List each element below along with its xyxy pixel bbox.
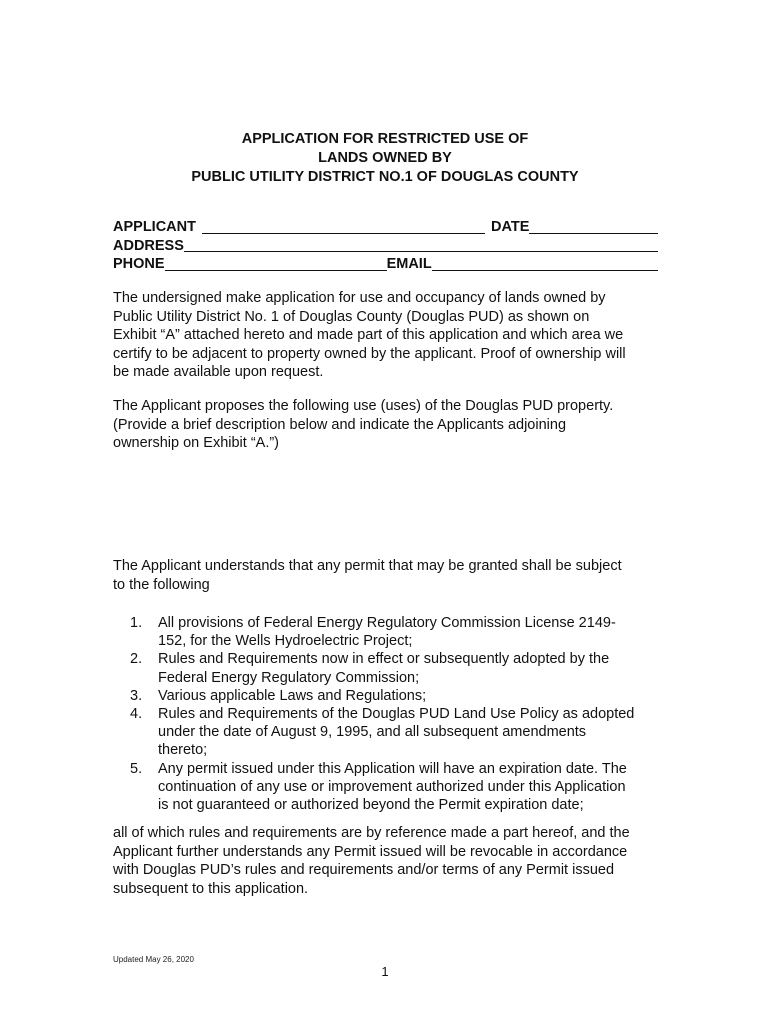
- paragraph-line: certify to be adjacent to property owned by the applicant. Proof of ownership will: [113, 345, 626, 362]
- paragraph-line: The Applicant proposes the following use (uses) of the Douglas PUD property.: [113, 398, 614, 414]
- intro-paragraph: [113, 289, 663, 382]
- title-line-2: LANDS OWNED BY: [318, 150, 452, 166]
- list-item-line: continuation of any use or improvement authorized under this Application: [158, 778, 626, 795]
- title-line-3: PUBLIC UTILITY DISTRICT NO.1 OF DOUGLAS COUNTY: [191, 169, 579, 185]
- list-item: [130, 687, 660, 705]
- applicant-label: APPLICANT: [113, 219, 196, 235]
- applicant-fields: [113, 218, 658, 274]
- list-number: 4.: [130, 706, 143, 723]
- email-field[interactable]: [432, 256, 658, 271]
- paragraph-line: (Provide a brief description below and indicate the Applicants adjoining: [113, 416, 567, 433]
- list-item-line: Any permit issued under this Application will have an expiration date. The: [158, 760, 627, 777]
- title-line-1: APPLICATION FOR RESTRICTED USE OF: [241, 131, 529, 147]
- list-item-line: Various applicable Laws and Regulations;: [158, 687, 427, 704]
- date-label: DATE: [490, 219, 530, 235]
- applicant-row: [113, 218, 658, 237]
- list-item-line: is not guaranteed or authorized beyond the Permit expiration date;: [158, 797, 584, 814]
- paragraph-line: with Douglas PUD’s rules and requirements and/or terms of any Permit issued: [113, 862, 615, 879]
- list-item: [130, 705, 660, 760]
- paragraph-line: subsequent to this application.: [113, 880, 309, 897]
- list-item-line: Rules and Requirements of the Douglas PUD Land Use Policy as adopted: [158, 706, 635, 723]
- updated-date-note: Updated May 26, 2020: [113, 955, 194, 964]
- phone-email-row: [113, 255, 658, 274]
- phone-label: PHONE: [113, 256, 165, 272]
- paragraph-line: all of which rules and requirements are by reference made a part hereof, and the: [113, 825, 630, 841]
- list-number: 1.: [130, 615, 143, 631]
- proposed-use-paragraph: [113, 397, 663, 453]
- document-title: [0, 130, 770, 187]
- list-item: [130, 650, 660, 686]
- list-item-line: Federal Energy Regulatory Commission;: [158, 669, 420, 686]
- list-number: 2.: [130, 651, 143, 668]
- paragraph-line: The Applicant understands that any permit that may be granted shall be subject: [113, 558, 622, 574]
- list-number: 5.: [130, 760, 143, 777]
- paragraph-line: be made available upon request.: [113, 364, 324, 381]
- paragraph-line: Exhibit “A” attached hereto and made part of this application and which area we: [113, 327, 624, 344]
- phone-field[interactable]: [165, 256, 387, 271]
- applicant-field[interactable]: [202, 219, 485, 234]
- list-item-line: 152, for the Wells Hydroelectric Project;: [158, 633, 413, 650]
- paragraph-line: The undersigned make application for use and occupancy of lands owned by: [113, 290, 606, 306]
- list-item-line: under the date of August 9, 1995, and all subsequent amendments: [158, 724, 587, 741]
- list-item-line: All provisions of Federal Energy Regulatory Commission License 2149-: [158, 615, 616, 631]
- address-row: [113, 237, 658, 256]
- paragraph-line: ownership on Exhibit “A.”): [113, 435, 280, 452]
- list-item-line: Rules and Requirements now in effect or subsequently adopted by the: [158, 651, 610, 668]
- list-item: [130, 614, 660, 650]
- paragraph-line: to the following: [113, 576, 210, 593]
- list-number: 3.: [130, 687, 143, 704]
- list-item: [130, 760, 660, 815]
- paragraph-line: Public Utility District No. 1 of Douglas County (Douglas PUD) as shown on: [113, 308, 590, 325]
- email-label: EMAIL: [386, 256, 432, 272]
- conditions-intro-paragraph: [113, 557, 663, 594]
- closing-paragraph: [113, 824, 663, 898]
- conditions-list: [130, 614, 660, 814]
- address-label: ADDRESS: [113, 237, 184, 254]
- list-item-line: thereto;: [158, 742, 208, 759]
- address-field[interactable]: [184, 237, 658, 252]
- paragraph-line: Applicant further understands any Permit issued will be revocable in accordance: [113, 843, 628, 860]
- page-number: 1: [381, 964, 389, 979]
- date-field[interactable]: [529, 219, 658, 234]
